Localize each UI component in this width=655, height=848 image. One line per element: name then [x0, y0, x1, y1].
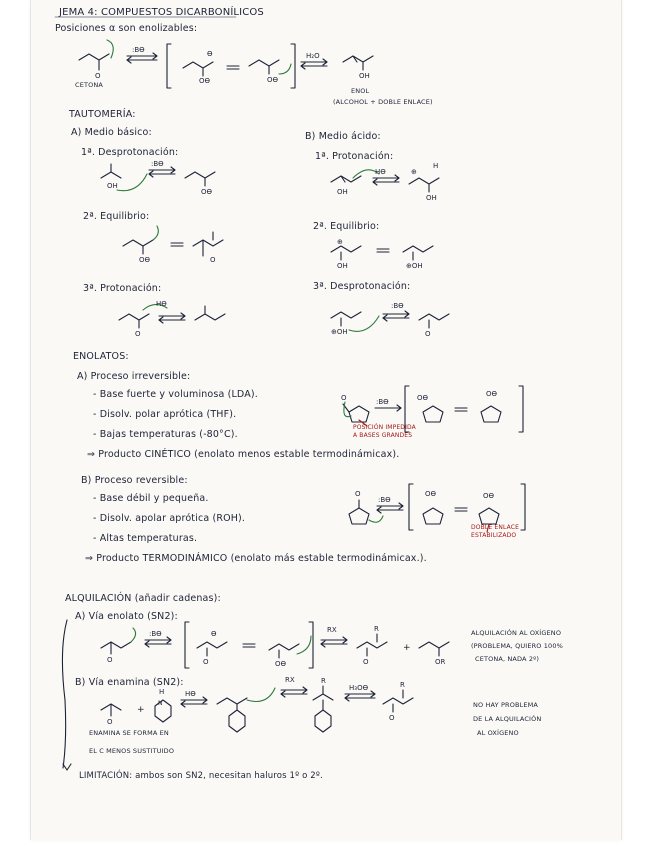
- enamina-note-line: DE LA ALQUILACIÓN: [473, 715, 542, 723]
- svg-text:⊕OH: ⊕OH: [406, 262, 423, 270]
- page-title: JEMA 4: COMPUESTOS DICARBONÍLICOS: [59, 7, 264, 18]
- irreversible-item: - Bajas temperaturas (-80°C).: [93, 429, 238, 440]
- irreversible-note-line: POSICIÓN IMPEDIDA: [353, 424, 416, 431]
- enolatos-heading: ENOLATOS:: [73, 351, 129, 362]
- label-cetona: CETONA: [75, 81, 103, 89]
- svg-text:Oϴ: Oϴ: [267, 76, 279, 84]
- basico-heading: A) Medio básico:: [71, 127, 152, 138]
- via-enolato-heading: A) Vía enolato (SN2):: [75, 611, 178, 622]
- enamina-left-note-line: EL C MENOS SUSTITUIDO: [89, 747, 175, 755]
- limitacion-note: LIMITACIÓN: ambos son SN2, necesitan haluros 1º o 2º.: [79, 771, 323, 781]
- irreversible-item: - Base fuerte y voluminosa (LDA).: [93, 389, 258, 400]
- enamina-note-line: AL OXÍGENO: [477, 729, 519, 737]
- svg-text:⊕: ⊕: [411, 168, 417, 176]
- svg-text:H₃Oϴ: H₃Oϴ: [349, 684, 369, 692]
- svg-text::Bϴ: :Bϴ: [376, 398, 389, 406]
- svg-text:H: H: [159, 688, 165, 696]
- svg-text:O: O: [210, 256, 216, 264]
- irreversible-heading: A) Proceso irreversible:: [77, 371, 191, 382]
- svg-text:ϴ: ϴ: [207, 50, 213, 58]
- svg-text:O: O: [135, 330, 141, 338]
- irreversible-note-line: A BASES GRANDES: [353, 432, 413, 439]
- svg-text:⊕: ⊕: [337, 238, 343, 246]
- svg-text::Bϴ: :Bϴ: [132, 46, 145, 54]
- enamina-left-note-line: ENAMINA SE FORMA EN: [89, 729, 169, 737]
- svg-text:OH: OH: [426, 194, 437, 202]
- svg-text:Oϴ: Oϴ: [199, 77, 211, 85]
- svg-text:O: O: [389, 714, 395, 722]
- svg-text:OH: OH: [337, 188, 348, 196]
- svg-text:O: O: [425, 330, 431, 338]
- basico-step1: 1ª. Desprotonación:: [81, 147, 179, 158]
- svg-text:R: R: [374, 625, 379, 633]
- svg-text:O: O: [355, 490, 361, 498]
- enamina-note-line: NO HAY PROBLEMA: [473, 701, 538, 709]
- svg-text::Bϴ: :Bϴ: [378, 496, 391, 504]
- svg-text:Oϴ: Oϴ: [139, 256, 151, 264]
- svg-text:N: N: [158, 700, 163, 707]
- svg-text:H₂O: H₂O: [306, 52, 320, 60]
- svg-text:O: O: [95, 72, 101, 80]
- svg-text::Bϴ: :Bϴ: [149, 630, 162, 638]
- reversible-heading: B) Proceso reversible:: [81, 475, 188, 486]
- reversible-note-line: DOBLE ENLACE: [471, 524, 520, 531]
- svg-text:H: H: [433, 162, 439, 170]
- svg-text:RX: RX: [285, 676, 295, 684]
- alquilacion-heading: ALQUILACIÓN (añadir cadenas):: [65, 593, 221, 604]
- svg-text::Bϴ: :Bϴ: [391, 302, 404, 310]
- label-enol-desc: (ALCOHOL + DOBLE ENLACE): [333, 98, 433, 106]
- via-enamina-heading: B) Vía enamina (SN2):: [75, 677, 184, 688]
- reversible-item: - Base débil y pequeña.: [93, 493, 209, 504]
- svg-text:R: R: [321, 677, 326, 685]
- reversible-item: - Disolv. apolar aprótica (ROH).: [93, 513, 246, 524]
- svg-text:OH: OH: [337, 262, 348, 270]
- svg-text:O: O: [107, 718, 113, 726]
- enolato-note-line: ALQUILACIÓN AL OXÍGENO: [471, 629, 562, 637]
- acido-step2: 2ª. Equilibrio:: [313, 221, 380, 232]
- intro-heading: Posiciones α son enolizables:: [55, 23, 198, 34]
- svg-text:O: O: [341, 394, 347, 402]
- svg-text:+: +: [403, 643, 411, 653]
- enolato-note-line: CETONA, NADA 2º): [475, 655, 540, 663]
- svg-text::Bϴ: :Bϴ: [151, 160, 164, 168]
- svg-text:OR: OR: [435, 658, 446, 666]
- svg-text:Oϴ: Oϴ: [425, 490, 437, 498]
- notebook-page: [30, 0, 622, 840]
- enolato-note-line: (PROBLEMA, QUIERO 100%: [471, 642, 563, 650]
- svg-text:Oϴ: Oϴ: [275, 660, 287, 668]
- svg-text:O: O: [203, 658, 209, 666]
- svg-text:⊕OH: ⊕OH: [331, 328, 348, 336]
- svg-text:R: R: [400, 681, 405, 689]
- svg-text:Hϴ: Hϴ: [375, 168, 386, 176]
- basico-step3: 3ª. Protonación:: [83, 283, 162, 294]
- label-enol: ENOL: [351, 87, 370, 95]
- svg-text:O: O: [107, 656, 113, 664]
- svg-text:OH: OH: [359, 72, 370, 80]
- reversible-note-line: ESTABILIZADO: [471, 532, 517, 539]
- svg-text:ϴ: ϴ: [211, 630, 217, 638]
- basico-step2: 2ª. Equilibrio:: [83, 211, 150, 222]
- reversible-item: - Altas temperaturas.: [93, 533, 198, 544]
- reversible-result: ⇒ Producto TERMODINÁMICO (enolato más estable termodinámicax.).: [85, 553, 427, 564]
- acido-step1: 1ª. Protonación:: [315, 151, 394, 162]
- svg-text:RX: RX: [327, 626, 337, 634]
- svg-text:Oϴ: Oϴ: [201, 188, 213, 196]
- irreversible-result: ⇒ Producto CINÉTICO (enolato menos estable termodinámicax).: [87, 449, 400, 460]
- irreversible-item: - Disolv. polar aprótica (THF).: [93, 409, 237, 420]
- svg-text:Hϴ: Hϴ: [185, 690, 196, 698]
- svg-text:Oϴ: Oϴ: [486, 390, 498, 398]
- chemistry-sketches: [31, 0, 621, 840]
- svg-text:+: +: [137, 705, 145, 715]
- acido-heading: B) Medio ácido:: [305, 131, 381, 142]
- svg-text:OH: OH: [107, 182, 118, 190]
- svg-text:Hϴ: Hϴ: [156, 300, 167, 308]
- tautomeria-heading: TAUTOMERÍA:: [69, 109, 136, 120]
- svg-text:Oϴ: Oϴ: [483, 492, 495, 500]
- svg-text:Oϴ: Oϴ: [417, 394, 429, 402]
- acido-step3: 3ª. Desprotonación:: [313, 281, 411, 292]
- svg-text:O: O: [363, 658, 369, 666]
